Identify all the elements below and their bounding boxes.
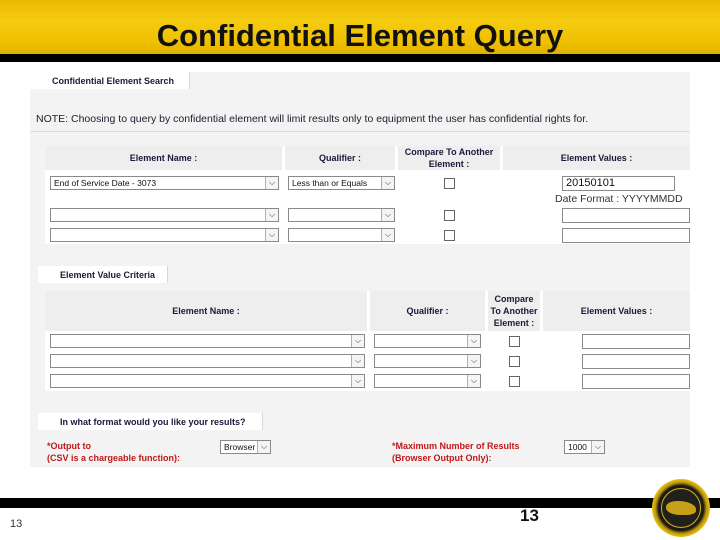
output-label-line2: (CSV is a chargeable function): — [47, 453, 181, 463]
header-compare: Compare To Another Element : — [488, 291, 540, 331]
max-results-select[interactable] — [564, 440, 605, 454]
title-divider — [0, 54, 720, 62]
chevron-down-icon: ⌵ — [467, 335, 480, 347]
chevron-down-icon: ⌵ — [381, 177, 394, 189]
element-select[interactable] — [50, 334, 365, 348]
qualifier-select[interactable] — [374, 374, 481, 388]
chevron-down-icon: ⌵ — [591, 441, 604, 453]
qualifier-select-value: Less than or Equals — [292, 178, 368, 188]
qualifier-select[interactable] — [288, 208, 395, 222]
page-number-left: 13 — [10, 518, 23, 530]
header-element-name: Element Name : — [45, 291, 367, 331]
chevron-down-icon: ⌵ — [351, 335, 364, 347]
confidential-note: NOTE: Choosing to query by confidential element will limit results only to equipment the user has confidential rights for. — [36, 111, 686, 129]
chevron-down-icon: ⌵ — [381, 229, 394, 241]
chevron-down-icon: ⌵ — [265, 209, 278, 221]
element-select[interactable] — [50, 374, 365, 388]
header-compare: Compare To Another Element : — [398, 146, 500, 170]
header-element-name: Element Name : — [45, 146, 282, 170]
element-select[interactable] — [50, 228, 279, 242]
element-select[interactable] — [50, 176, 279, 190]
chevron-down-icon: ⌵ — [257, 441, 270, 453]
element-value-input[interactable] — [582, 334, 690, 349]
date-format-hint: Date Format : YYYYMMDD — [555, 193, 683, 205]
header-qualifier: Qualifier : — [285, 146, 395, 170]
element-criteria-grid — [45, 291, 690, 391]
element-value-input[interactable] — [562, 228, 690, 243]
compare-checkbox[interactable] — [509, 336, 520, 347]
page-number-center: 13 — [520, 506, 539, 525]
compare-checkbox[interactable] — [509, 356, 520, 367]
qualifier-select[interactable] — [288, 228, 395, 242]
element-value-input[interactable]: 20150101 — [562, 176, 675, 191]
element-select-value: End of Service Date - 3073 — [54, 178, 157, 188]
qualifier-select[interactable] — [374, 334, 481, 348]
compare-checkbox[interactable] — [444, 230, 455, 241]
output-select[interactable] — [220, 440, 271, 454]
header-qualifier: Qualifier : — [370, 291, 485, 331]
chevron-down-icon: ⌵ — [381, 209, 394, 221]
tab-result-format[interactable]: In what format would you like your results? — [38, 413, 263, 430]
max-results-label — [392, 440, 520, 464]
query-panel — [30, 72, 690, 467]
chevron-down-icon: ⌵ — [467, 355, 480, 367]
output-label — [47, 440, 180, 464]
header-element-values: Element Values : — [543, 291, 690, 331]
element-select[interactable] — [50, 354, 365, 368]
compare-checkbox[interactable] — [509, 376, 520, 387]
confidential-element-grid — [45, 146, 690, 244]
chevron-down-icon: ⌵ — [351, 375, 364, 387]
chevron-down-icon: ⌵ — [351, 355, 364, 367]
output-label-line1: *Output to — [47, 441, 91, 451]
tab-confidential-element-search[interactable]: Confidential Element Search — [30, 72, 190, 89]
qualifier-select[interactable] — [288, 176, 395, 190]
footer-bar — [0, 498, 720, 508]
chevron-down-icon: ⌵ — [265, 229, 278, 241]
page-title: Confidential Element Query — [156, 18, 564, 53]
element-value-input[interactable] — [582, 354, 690, 369]
compare-checkbox[interactable] — [444, 210, 455, 221]
tab-element-value-criteria[interactable]: Element Value Criteria — [38, 266, 168, 283]
chevron-down-icon: ⌵ — [265, 177, 278, 189]
max-results-label-line1: *Maximum Number of Results — [392, 441, 520, 451]
output-select-value: Browser — [224, 442, 256, 452]
element-value-input[interactable] — [562, 208, 690, 223]
element-value-input[interactable] — [582, 374, 690, 389]
compare-checkbox[interactable] — [444, 178, 455, 189]
seal-logo-mark — [666, 501, 696, 515]
header-element-values: Element Values : — [503, 146, 690, 170]
qualifier-select[interactable] — [374, 354, 481, 368]
element-select[interactable] — [50, 208, 279, 222]
seal-logo-icon — [652, 479, 710, 537]
chevron-down-icon: ⌵ — [467, 375, 480, 387]
max-results-label-line2: (Browser Output Only): — [392, 453, 492, 463]
max-results-select-value: 1000 — [568, 442, 587, 452]
